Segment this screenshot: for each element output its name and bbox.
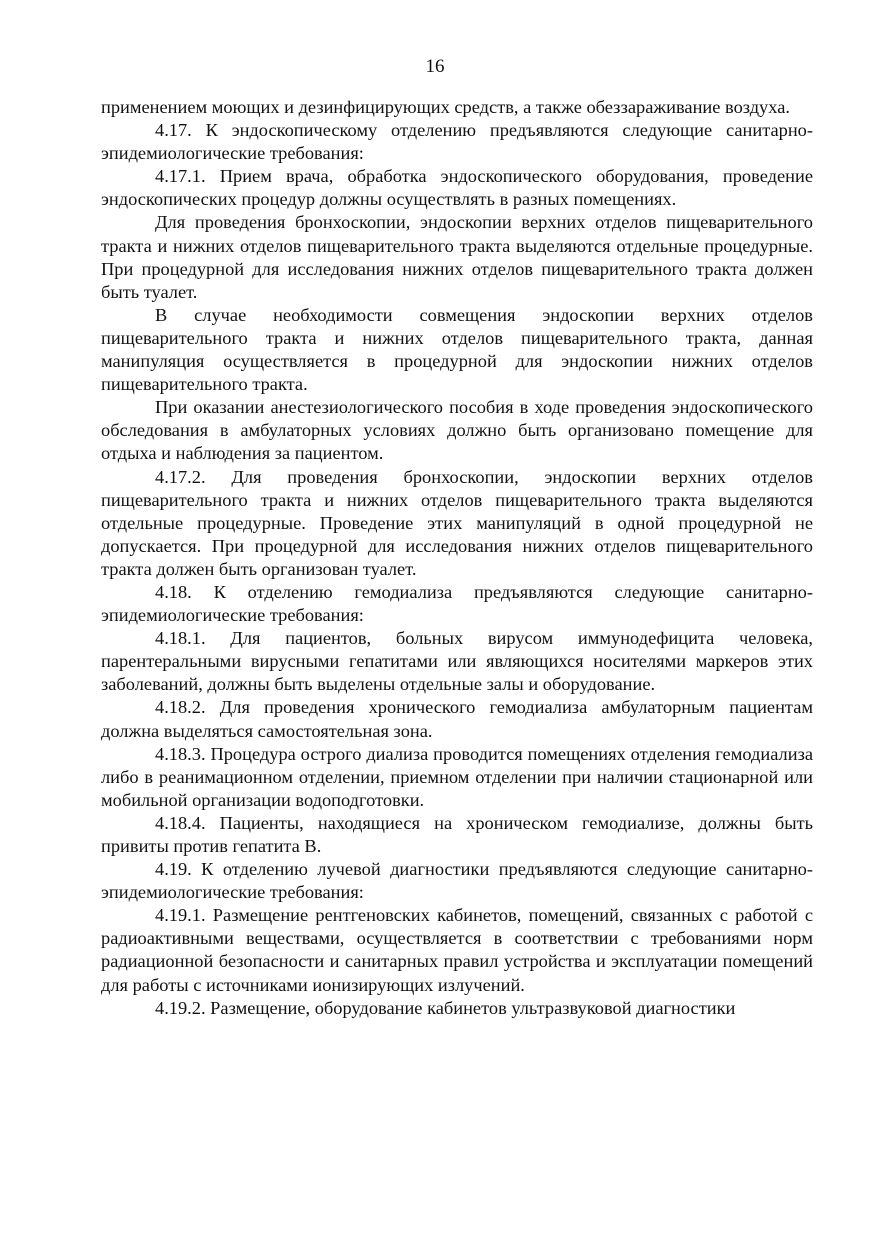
document-body bbox=[101, 96, 813, 1020]
section-4-18-2: 4.18.2. Для проведения хронического гемодиализа амбулаторным пациентам должна выделяться самостоятельная зона. bbox=[101, 697, 813, 741]
section-4-19-2: 4.19.2. Размещение, оборудование кабинетов ультразвуковой диагностики bbox=[155, 997, 736, 1018]
section-4-17: 4.17. К эндоскопическому отделению предъявляются следующие санитарно-эпидемиологические требования: bbox=[101, 120, 813, 164]
paragraph-anesthesia: При оказании анестезиологического пособия в ходе проведения эндоскопического обследования в амбулаторных условиях должно быть организовано помещение для отдыха и наблюдения за пациентом. bbox=[101, 397, 813, 464]
section-4-17-2: 4.17.2. Для проведения бронхоскопии, эндоскопии верхних отделов пищеварительного тракта и нижних отделов пищеварительного тракта выделяются отдельные процедурные. Проведение этих манипуляций в одной процедурной не допускается. При процедурной для исследования нижних отделов пищеварительного тракта должен быть организован туалет. bbox=[101, 466, 813, 579]
paragraph-continuation: применением моющих и дезинфицирующих средств, а также обеззараживание воздуха. bbox=[101, 97, 790, 117]
section-4-19: 4.19. К отделению лучевой диагностики предъявляются следующие санитарно-эпидемиологические требования: bbox=[101, 859, 813, 903]
paragraph-combined-endoscopy: В случае необходимости совмещения эндоскопии верхних отделов пищеварительного тракта и нижних отделов пищеварительного тракта, данная манипуляция осуществляется в процедурной для эндоскопии нижних отделов пищеварительного тракта. bbox=[101, 304, 813, 395]
section-4-17-1: 4.17.1. Прием врача, обработка эндоскопического оборудования, проведение эндоскопических процедур должны осуществлять в разных помещениях. bbox=[101, 166, 813, 210]
section-4-18-1: 4.18.1. Для пациентов, больных вирусом иммунодефицита человека, парентеральными вирусными гепатитами или являющихся носителями маркеров этих заболеваний, должны быть выделены отдельные залы и оборудование. bbox=[101, 628, 813, 695]
section-4-18-3: 4.18.3. Процедура острого диализа проводится помещениях отделения гемодиализа либо в реанимационном отделении, приемном отделении при наличии стационарной или мобильной организации водоподготовки. bbox=[101, 743, 813, 810]
section-4-18: 4.18. К отделению гемодиализа предъявляются следующие санитарно-эпидемиологические требования: bbox=[101, 581, 813, 626]
section-4-19-1: 4.19.1. Размещение рентгеновских кабинетов, помещений, связанных с работой с радиоактивными веществами, осуществляется в соответствии с требованиями норм радиационной безопасности и санитарных правил устройства и эксплуатации помещений для работы с источниками ионизирующих излучений. bbox=[101, 905, 813, 995]
section-4-18-4: 4.18.4. Пациенты, находящиеся на хроническом гемодиализе, должны быть привиты против гепатита В. bbox=[101, 812, 813, 856]
page-number: 16 bbox=[425, 56, 445, 77]
paragraph-procedure-rooms: Для проведения бронхоскопии, эндоскопии верхних отделов пищеварительного тракта и нижних отделов пищеварительного тракта выделяются отдельные процедурные. При процедурной для исследования нижних отделов пищеварительного тракта должен быть туалет. bbox=[101, 212, 813, 302]
